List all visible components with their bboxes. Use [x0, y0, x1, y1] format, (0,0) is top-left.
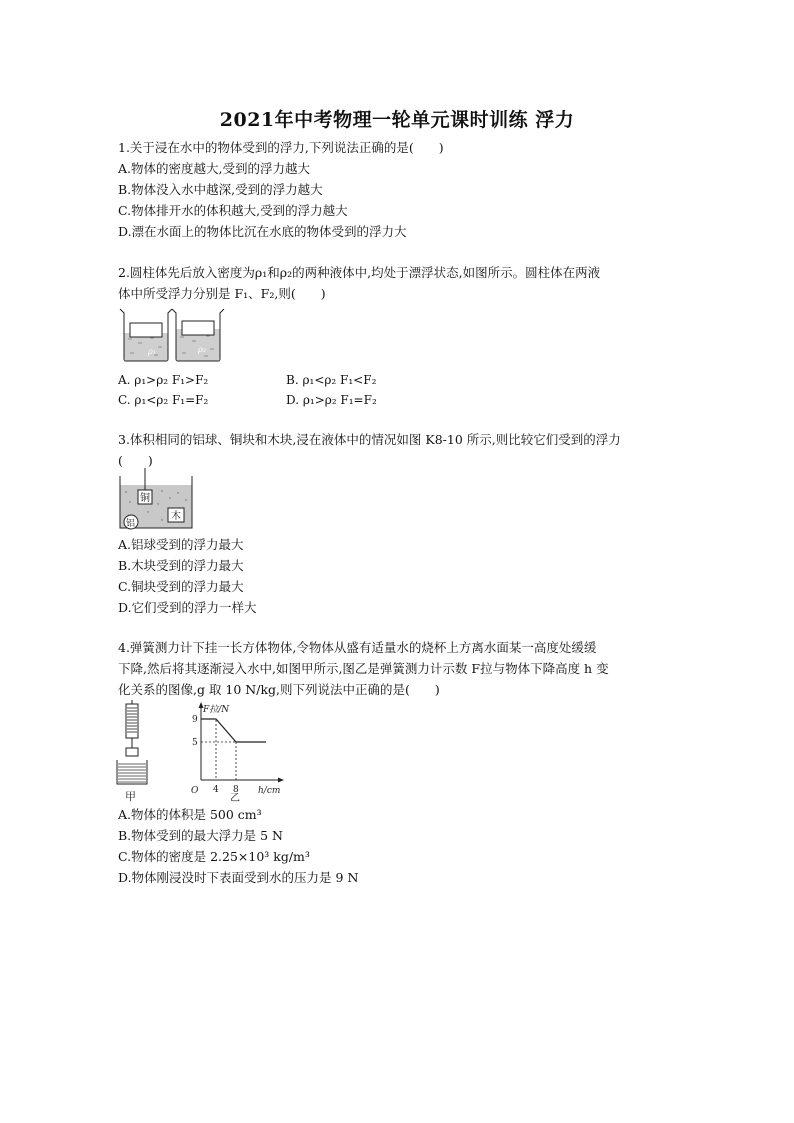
- q3-stem-line1: 3.体积相同的铝球、铜块和木块,浸在液体中的情况如图 K8-10 所示,则比较它们受到的浮力: [118, 432, 621, 447]
- q1-option-d: D.漂在水面上的物体比沉在水底的物体受到的浮力大: [118, 224, 407, 239]
- q1-option-c: C.物体排开水的体积越大,受到的浮力越大: [118, 203, 348, 218]
- q1-stem: 1.关于浸在水中的物体受到的浮力,下列说法正确的是( ): [118, 140, 444, 155]
- copper-label: 铜: [140, 493, 150, 504]
- figure-jia-label: 甲: [125, 790, 136, 803]
- origin-label: O: [191, 786, 199, 796]
- q4-stem-line3: 化关系的图像,g 取 10 N/kg,则下列说法中正确的是( ): [118, 682, 440, 697]
- y-tick-5: 5: [192, 738, 198, 748]
- q3-option-a: A.铝球受到的浮力最大: [118, 537, 244, 552]
- beaker-2: [172, 309, 224, 361]
- beaker-1: [120, 309, 172, 361]
- beaker-1-label: ρ₁: [148, 347, 156, 356]
- q2-stem-line2: 体中所受浮力分别是 F₁、F₂,则( ): [118, 286, 326, 301]
- y-axis-label: F拉/N: [203, 705, 230, 715]
- q1-option-a: A.物体的密度越大,受到的浮力越大: [118, 161, 310, 176]
- force-height-line: [201, 719, 266, 742]
- q2-stem-line1: 2.圆柱体先后放入密度为ρ₁和ρ₂的两种液体中,均处于漂浮状态,如图所示。圆柱体在两液: [118, 265, 601, 280]
- q3-stem-line2: ( ): [118, 453, 153, 468]
- figure-yi-label: 乙: [230, 793, 240, 804]
- q2-option-a: A. ρ₁>ρ₂ F₁>F₂: [118, 373, 209, 387]
- q3-option-b: B.木块受到的浮力最大: [118, 558, 244, 573]
- q2-option-c: C. ρ₁<ρ₂ F₁=F₂: [118, 393, 209, 407]
- q4-stem-line2: 下降,然后将其逐渐浸入水中,如图甲所示,图乙是弹簧测力计示数 F拉与物体下降高度 h 变: [118, 661, 609, 676]
- q2-option-d: D. ρ₁>ρ₂ F₁=F₂: [286, 393, 377, 407]
- q3-option-c: C.铜块受到的浮力最大: [118, 579, 244, 594]
- wood-label: 木: [171, 511, 181, 522]
- q2-option-b: B. ρ₁<ρ₂ F₁<F₂: [286, 373, 377, 387]
- q4-option-b: B.物体受到的最大浮力是 5 N: [118, 828, 283, 843]
- y-tick-9: 9: [192, 715, 198, 725]
- x-tick-4: 4: [213, 785, 219, 795]
- x-tick-8: 8: [233, 785, 239, 795]
- q3-container-figure: [118, 468, 194, 530]
- q4-stem-line1: 4.弹簧测力计下挂一长方体物体,令物体从盛有适量水的烧杯上方离水面某一高度处缓缓: [118, 640, 597, 655]
- q4-option-c: C.物体的密度是 2.25×10³ kg/m³: [118, 849, 310, 864]
- aluminum-label: 铝: [126, 519, 136, 529]
- q4-spring-scale-figure: [115, 700, 149, 802]
- q1-option-b: B.物体没入水中越深,受到的浮力越大: [118, 182, 323, 197]
- q4-option-a: A.物体的体积是 500 cm³: [118, 807, 262, 822]
- x-axis-label: h/cm: [258, 786, 281, 796]
- q3-option-d: D.它们受到的浮力一样大: [118, 600, 257, 615]
- q4-option-d: D.物体刚浸没时下表面受到水的压力是 9 N: [118, 870, 359, 885]
- q2-beakers-figure: [118, 307, 228, 363]
- q4-force-graph: [186, 700, 288, 802]
- beaker-2-label: ρ₂: [198, 345, 206, 354]
- page-title: 2021年中考物理一轮单元课时训练 浮力: [219, 109, 575, 131]
